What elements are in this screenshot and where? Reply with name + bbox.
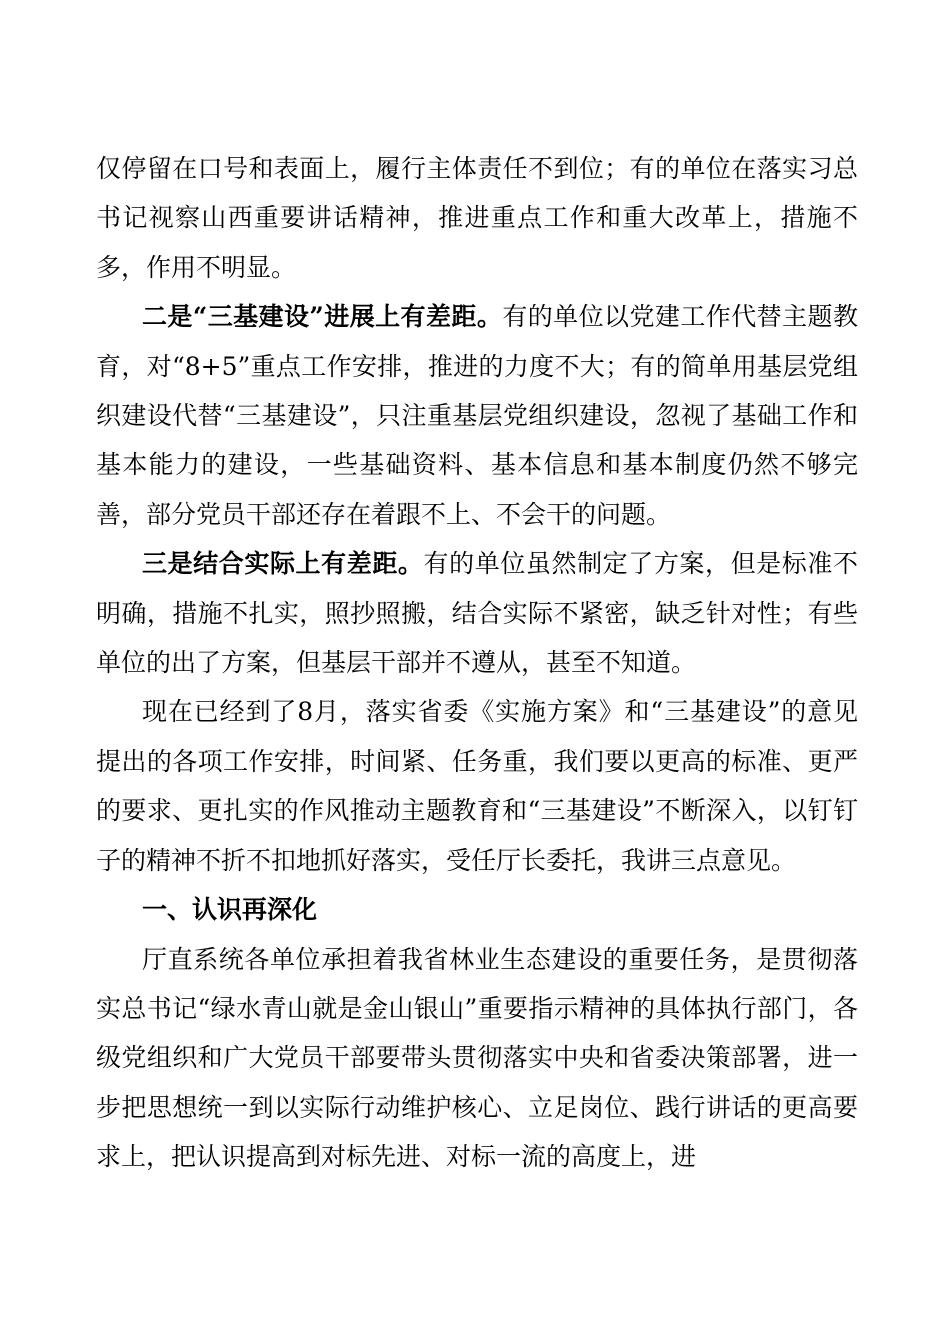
paragraph-text: 厅直系统各单位承担着我省林业生态建设的重要任务，是贯彻落实总书记“绿水青山就是金山银山”重要指示精神的具体执行部门，各级党组织和广大党员干部要带头贯彻落实中央和省委决策部署，进一步把思想统一到以实际行动维护核心、立足岗位、践行讲话的更高要求上，把认识提高到对标先进、对标一流的高度上，进 — [96, 944, 858, 1172]
paragraph-point-two — [96, 292, 858, 539]
paragraph-text: 现在已经到了8月，落实省委《实施方案》和“三基建设”的意见提出的各项工作安排，时间紧、任务重，我们要以更高的标准、更严的要求、更扎实的作风推动主题教育和“三基建设”不断深入，以钉钉子的精神不折不扣地抓好落实，受任厅长委托，我讲三点意见。 — [96, 697, 858, 875]
document-body — [96, 144, 858, 1182]
paragraph-text: 仅停留在口号和表面上，履行主体责任不到位；有的单位在落实习总书记视察山西重要讲话精神，推进重点工作和重大改革上，措施不多，作用不明显。 — [96, 154, 858, 282]
paragraph-text: 有的单位虽然制定了方案，但是标准不明确，措施不扎实，照抄照搬，结合实际不紧密，缺乏针对性；有些单位的出了方案，但基层干部并不遵从，甚至不知道。 — [96, 549, 858, 678]
point-heading: 二是“三基建设”进展上有差距。 — [142, 302, 503, 332]
section-title: 一、认识再深化 — [142, 895, 318, 925]
paragraph-continuation — [96, 144, 858, 292]
paragraph-point-three — [96, 539, 858, 687]
paragraph-section-body — [96, 935, 858, 1182]
point-heading: 三是结合实际上有差距。 — [142, 549, 424, 579]
section-heading — [96, 885, 858, 934]
paragraph-intro — [96, 687, 858, 885]
paragraph-text: 有的单位以党建工作代替主题教育，对“8+5”重点工作安排，推进的力度不大；有的简单用基层党组织建设代替“三基建设”，只注重基层党组织建设，忽视了基础工作和基本能力的建设，一些基础资料、基本信息和基本制度仍然不够完善，部分党员干部还存在着跟不上、不会干的问题。 — [96, 302, 858, 529]
